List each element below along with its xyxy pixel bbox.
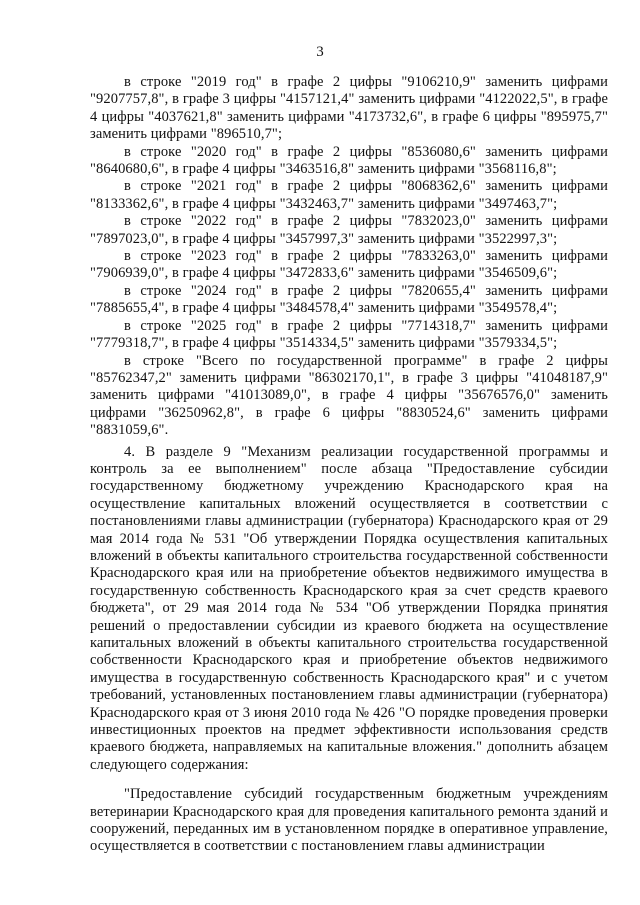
paragraph-2022: в строке "2022 год" в графе 2 цифры "7832023,0" заменить цифрами "7897023,0", в графе 4 цифры "3457997,3" заменить цифрами "3522997,3"; <box>90 213 608 247</box>
paragraph-total: в строке "Всего по государственной программе" в графе 2 цифры "85762347,2" заменить цифрами "86302170,1", в графе 3 цифры "41048187,9" заменить цифрами "41013089,0", в графе 4 цифры "35676576,0" заменить цифрами "36250962,8", в графе 6 цифры "8830524,6" заменить цифрами "8831059,6". <box>90 352 608 439</box>
paragraph-2020: в строке "2020 год" в графе 2 цифры "8536080,6" заменить цифрами "8640680,6", в графе 4 цифры "3463516,8" заменить цифрами "3568116,8"; <box>90 143 608 178</box>
paragraph-2021: в строке "2021 год" в графе 2 цифры "8068362,6" заменить цифрами "8133362,6", в графе 4 цифры "3432463,7" заменить цифрами "3497463,7"; <box>90 178 608 212</box>
document-body <box>90 74 608 856</box>
paragraph-new-text: "Предоставление субсидий государственным бюджетным учреждениям ветеринарии Краснодарского края для проведения капитального ремонта зданий и сооружений, переданных им в установленном порядке в оперативное управление, осуществляется в соответствии с постановлением главы администрации <box>90 786 608 855</box>
paragraph-2025: в строке "2025 год" в графе 2 цифры "7714318,7" заменить цифрами "7779318,7", в графе 4 цифры "3514334,5" заменить цифрами "3579334,5"; <box>90 317 608 352</box>
paragraph-2024: в строке "2024 год" в графе 2 цифры "7820655,4" заменить цифрами "7885655,4", в графе 4 цифры "3484578,4" заменить цифрами "3549578,4"; <box>90 282 608 317</box>
paragraph-2023: в строке "2023 год" в графе 2 цифры "7833263,0" заменить цифрами "7906939,0", в графе 4 цифры "3472833,6" заменить цифрами "3546509,6"; <box>90 248 608 282</box>
paragraph-2019: в строке "2019 год" в графе 2 цифры "9106210,9" заменить цифрами "9207757,8", в графе 3 цифры "4157121,4" заменить цифрами "4122022,5", в графе 4 цифры "4037621,8" заменить цифрами "4173732,6", в графе 6 цифры "895975,7" заменить цифрами "896510,7"; <box>90 74 608 143</box>
paragraph-section-9: 4. В разделе 9 "Механизм реализации государственной программы и контроль за ее выполнением" после абзаца "Предоставление субсидии государственному бюджетному учреждению Краснодарского края на осуществление капитальных вложений осуществляется в соответствии с постановлениями главы администрации (губернатора) Краснодарского края от 29 мая 2014 года № 531 "Об утверждении Порядка осуществления капитальных вложений в объекты капитального строительства государственной собственности Краснодарского края или на приобретение объектов недвижимого имущества в государственную собственность Краснодарского края за счет средств краевого бюджета", от 29 мая 2014 года № 534 "Об утверждении Порядка принятия решений о предоставлении субсидии из краевого бюджета на осуществление капитальных вложений в объекты капитального строительства государственной собственности Краснодарского края и приобретение объектов недвижимого имущества в государственную собственность Краснодарского края" и с учетом требований, установленных постановлением главы администрации (губернатора) Краснодарского края от 3 июня 2010 года № 426 "О порядке проведения проверки инвестиционных проектов на предмет эффективности использования средств краевого бюджета, направляемых на капитальные вложения." дополнить абзацем следующего содержания: <box>90 443 608 773</box>
page-number: 3 <box>316 44 324 60</box>
